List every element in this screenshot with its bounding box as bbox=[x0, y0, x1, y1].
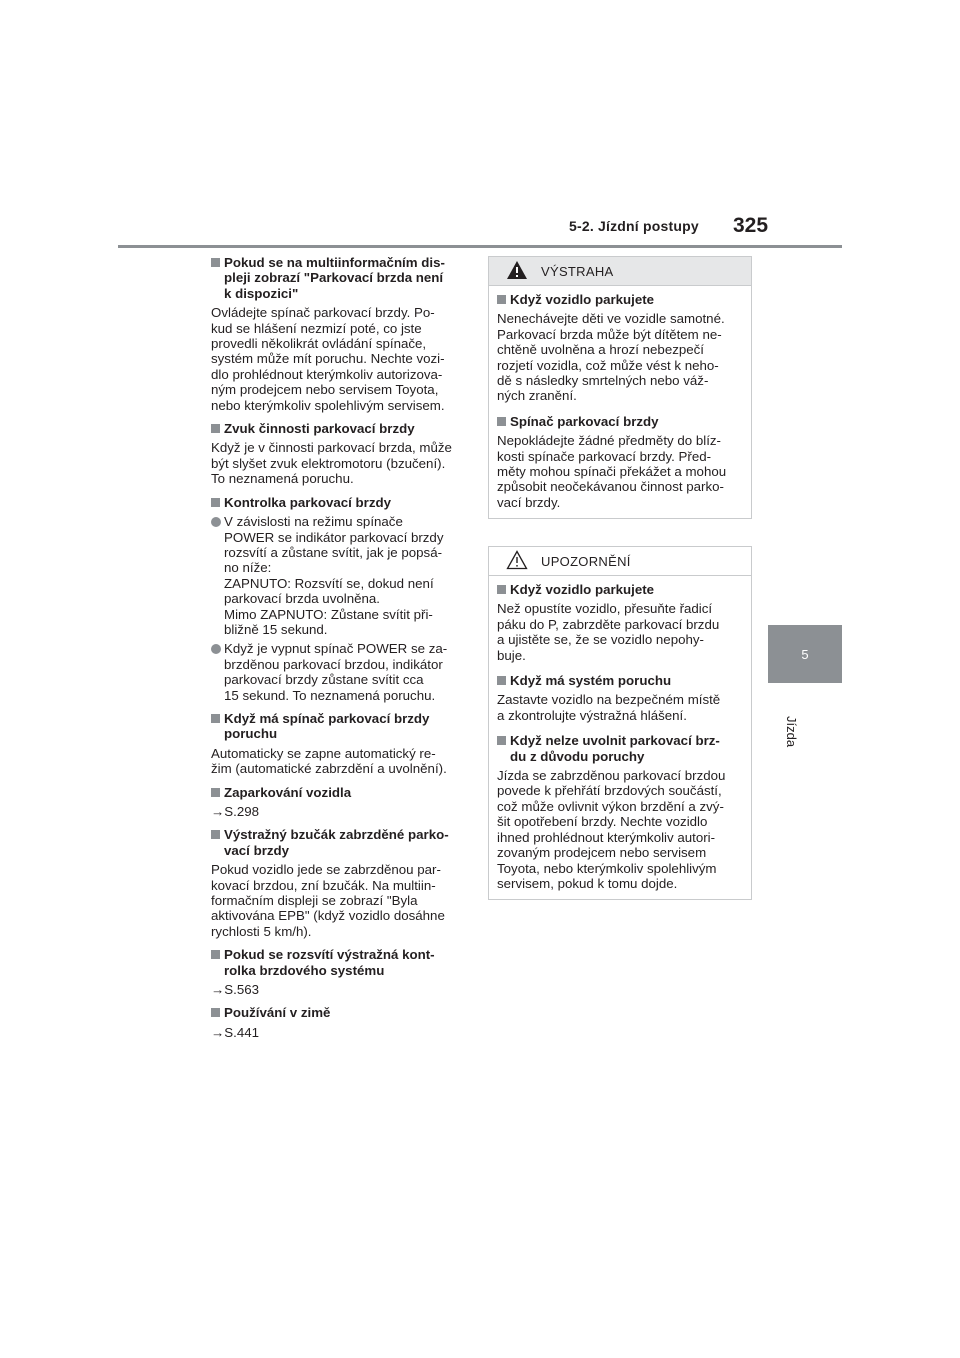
text-line: způsobit neočekávanou činnost parko- bbox=[497, 479, 724, 495]
text-line: Když je v činnosti parkovací brzda, může bbox=[211, 440, 452, 456]
text-line: parkovací brzdy zůstane svítit cca bbox=[224, 672, 424, 688]
text-line: Zvuk činnosti parkovací brzdy bbox=[224, 421, 415, 437]
chapter-tab bbox=[768, 625, 842, 683]
notice-box bbox=[488, 546, 752, 900]
text-line: žim (automatické zabrzdění a uvolnění). bbox=[211, 761, 447, 777]
text-line: kosti spínače parkovací brzdy. Před- bbox=[497, 448, 712, 464]
text-line: vací brzdy. bbox=[497, 494, 561, 510]
section-heading bbox=[497, 292, 743, 307]
square-bullet-icon bbox=[497, 295, 506, 304]
section-heading bbox=[211, 1005, 471, 1020]
text-line: Zastavte vozidlo na bezpečném místě bbox=[497, 692, 721, 708]
text-line: Nepokládejte žádné předměty do blíz- bbox=[497, 433, 721, 449]
notice-box-body bbox=[489, 576, 751, 899]
caution-triangle-icon bbox=[506, 550, 528, 570]
bullet-item bbox=[211, 641, 471, 703]
text-line: ZAPNUTO: Rozsvítí se, dokud není bbox=[224, 575, 434, 591]
paragraph bbox=[497, 311, 743, 403]
text-line: a ujistěte se, že se vozidlo nepohy- bbox=[497, 632, 704, 648]
text-line: parkovací brzda uvolněna. bbox=[224, 591, 380, 607]
square-bullet-icon bbox=[497, 417, 506, 426]
text-line: měty mohou spínači překážet a mohou bbox=[497, 464, 727, 480]
square-bullet-icon bbox=[211, 830, 220, 839]
text-line: zovaným prodejcem nebo servisem bbox=[497, 845, 707, 861]
text-line: Když má systém poruchu bbox=[510, 673, 672, 689]
text-line: ihned prohlédnout kterýmkoliv autori- bbox=[497, 829, 716, 845]
text-line: Pokud se rozsvítí výstražná kont- bbox=[224, 947, 435, 963]
text-line: což může ovlivnit výkon brzdění a zvý- bbox=[497, 798, 724, 814]
text-line: Když vozidlo parkujete bbox=[510, 582, 655, 597]
section-heading bbox=[211, 785, 471, 800]
paragraph bbox=[497, 433, 743, 510]
text-line: Automaticky se zapne automatický re- bbox=[211, 745, 436, 761]
paragraph bbox=[497, 601, 743, 663]
paragraph bbox=[211, 746, 471, 777]
text-line: nebo kterýmkoliv spolehlivým servisem. bbox=[211, 397, 445, 413]
text-line: kud se hlášení nezmizí poté, co jste bbox=[211, 320, 422, 336]
text-line: chtěně uvolněna a hrozí nebezpečí bbox=[497, 342, 704, 358]
text-line: dlo prohlédnout kterýmkoliv autorizova- bbox=[211, 366, 443, 382]
text-line: Výstražný bzučák zabrzděné parko- bbox=[224, 827, 449, 843]
text-line: provedli několikrát ovládání spínače, bbox=[211, 336, 427, 352]
text-line: páku do P, zabrzděte parkovací brzdu bbox=[497, 616, 720, 632]
square-bullet-icon bbox=[211, 424, 220, 433]
text-line: povede k přehřátí brzdových součástí, bbox=[497, 783, 722, 799]
text-line: formačním displeji se zobrazí "Byla bbox=[211, 893, 418, 909]
paragraph bbox=[211, 982, 471, 997]
square-bullet-icon bbox=[497, 585, 506, 594]
paragraph bbox=[211, 1025, 471, 1040]
text-line: Když nelze uvolnit parkovací brz- bbox=[510, 733, 720, 749]
square-bullet-icon bbox=[211, 1008, 220, 1017]
text-line: Mimo ZAPNUTO: Zůstane svítit při- bbox=[224, 606, 433, 622]
text-line: pleji zobrazí "Parkovací brzda není bbox=[224, 270, 444, 286]
text-line: buje. bbox=[497, 647, 526, 663]
text-line: Kontrolka parkovací brzdy bbox=[224, 494, 391, 510]
text-line: aktivována EPB" (když vozidlo dosáhne bbox=[211, 908, 445, 924]
text-line: du z důvodu poruchy bbox=[510, 748, 645, 764]
text-line: Když má spínač parkovací brzdy bbox=[224, 710, 430, 726]
square-bullet-icon bbox=[497, 676, 506, 685]
section-heading bbox=[497, 673, 743, 688]
text-line: Pokud vozidlo jede se zabrzděnou par- bbox=[211, 862, 441, 878]
circle-bullet-icon bbox=[211, 517, 221, 527]
text-line: Zaparkování vozidla bbox=[224, 784, 352, 800]
section-heading bbox=[497, 733, 743, 764]
notice-box-title: UPOZORNĚNÍ bbox=[541, 554, 631, 569]
paragraph bbox=[211, 862, 471, 939]
text-line: rozsvítí a zůstane svítit, jak je popsá- bbox=[224, 544, 443, 560]
text-line: →S.298 bbox=[211, 804, 260, 819]
text-line: rozjetí vozidla, což může vést k neho- bbox=[497, 357, 719, 373]
paragraph bbox=[497, 768, 743, 891]
section-heading bbox=[211, 255, 471, 301]
text-line: Spínač parkovací brzdy bbox=[510, 413, 659, 429]
text-line: Parkovací brzda může být dítětem ne- bbox=[497, 326, 722, 342]
circle-bullet-icon bbox=[211, 644, 221, 654]
warning-box-title: VÝSTRAHA bbox=[541, 264, 614, 279]
text-line: ných zranění. bbox=[497, 388, 577, 404]
notice-box-header bbox=[489, 547, 751, 576]
text-line: Nenechávejte děti ve vozidle samotné. bbox=[497, 311, 725, 327]
text-line: ným prodejcem nebo servisem Toyota, bbox=[211, 382, 439, 398]
text-line: Když vozidlo parkujete bbox=[510, 292, 655, 307]
section-heading bbox=[497, 582, 743, 597]
warning-triangle-icon bbox=[506, 260, 528, 280]
text-line: Když je vypnut spínač POWER se za- bbox=[224, 641, 448, 657]
text-line: bližně 15 sekund. bbox=[224, 621, 328, 637]
text-line: systém může mít poruchu. Nechte vozi- bbox=[211, 351, 445, 367]
text-line: poruchu bbox=[224, 726, 278, 742]
text-line: vací brzdy bbox=[224, 842, 290, 858]
section-heading bbox=[497, 414, 743, 429]
bullet-item bbox=[211, 514, 471, 637]
text-line: rolka brzdového systému bbox=[224, 962, 385, 978]
square-bullet-icon bbox=[211, 498, 220, 507]
text-line: Pokud se na multiinformačním dis- bbox=[224, 255, 445, 270]
square-bullet-icon bbox=[211, 258, 220, 267]
text-line: 15 sekund. To neznamená poruchu. bbox=[224, 687, 436, 703]
text-line: rychlosti 5 km/h). bbox=[211, 923, 312, 939]
square-bullet-icon bbox=[211, 714, 220, 723]
square-bullet-icon bbox=[211, 950, 220, 959]
left-column bbox=[211, 255, 471, 1040]
text-line: kovací brzdou, zní bzučák. Na multiin- bbox=[211, 877, 436, 893]
text-line: →S.441 bbox=[211, 1024, 260, 1040]
paragraph bbox=[211, 440, 471, 486]
paragraph bbox=[211, 804, 471, 819]
text-line: k dispozici" bbox=[224, 285, 299, 301]
text-line: servisem, pokud k tomu dojde. bbox=[497, 875, 678, 891]
text-line: brzděnou parkovací brzdou, indikátor bbox=[224, 656, 443, 672]
section-heading bbox=[211, 827, 471, 858]
section-heading bbox=[211, 421, 471, 436]
chapter-label: Jízda bbox=[784, 716, 799, 748]
section-heading bbox=[211, 711, 471, 742]
text-line: Jízda se zabrzděnou parkovací brzdou bbox=[497, 768, 726, 784]
text-line: no níže: bbox=[224, 560, 272, 576]
warning-box bbox=[488, 256, 752, 519]
text-line: dě s následky smrtelných nebo váž- bbox=[497, 373, 709, 389]
square-bullet-icon bbox=[211, 788, 220, 797]
warning-box-header bbox=[489, 257, 751, 286]
text-line: Než opustíte vozidlo, přesuňte řadicí bbox=[497, 601, 713, 617]
text-line: Toyota, nebo kterýmkoliv spolehlivým bbox=[497, 860, 717, 876]
section-title: 5-2. Jízdní postupy bbox=[569, 218, 699, 234]
section-heading bbox=[211, 495, 471, 510]
paragraph bbox=[211, 305, 471, 413]
text-line: →S.563 bbox=[211, 982, 260, 998]
square-bullet-icon bbox=[497, 736, 506, 745]
warning-box-body bbox=[489, 286, 751, 518]
text-line: být slyšet zvuk elektromotoru (bzučení). bbox=[211, 455, 446, 471]
paragraph bbox=[497, 692, 743, 723]
section-heading bbox=[211, 947, 471, 978]
header-rule bbox=[118, 245, 842, 248]
text-line: a zkontrolujte výstražná hlášení. bbox=[497, 707, 687, 723]
text-line: POWER se indikátor parkovací brzdy bbox=[224, 529, 444, 545]
chapter-number: 5 bbox=[801, 646, 809, 662]
text-line: Používání v zimě bbox=[224, 1005, 331, 1021]
text-line: Ovládejte spínač parkovací brzdy. Po- bbox=[211, 305, 435, 321]
page-number: 325 bbox=[733, 214, 769, 237]
text-line: šit opotřebení brzdy. Nechte vozidlo bbox=[497, 814, 708, 830]
text-line: To neznamená poruchu. bbox=[211, 471, 354, 487]
text-line: V závislosti na režimu spínače bbox=[224, 514, 403, 530]
